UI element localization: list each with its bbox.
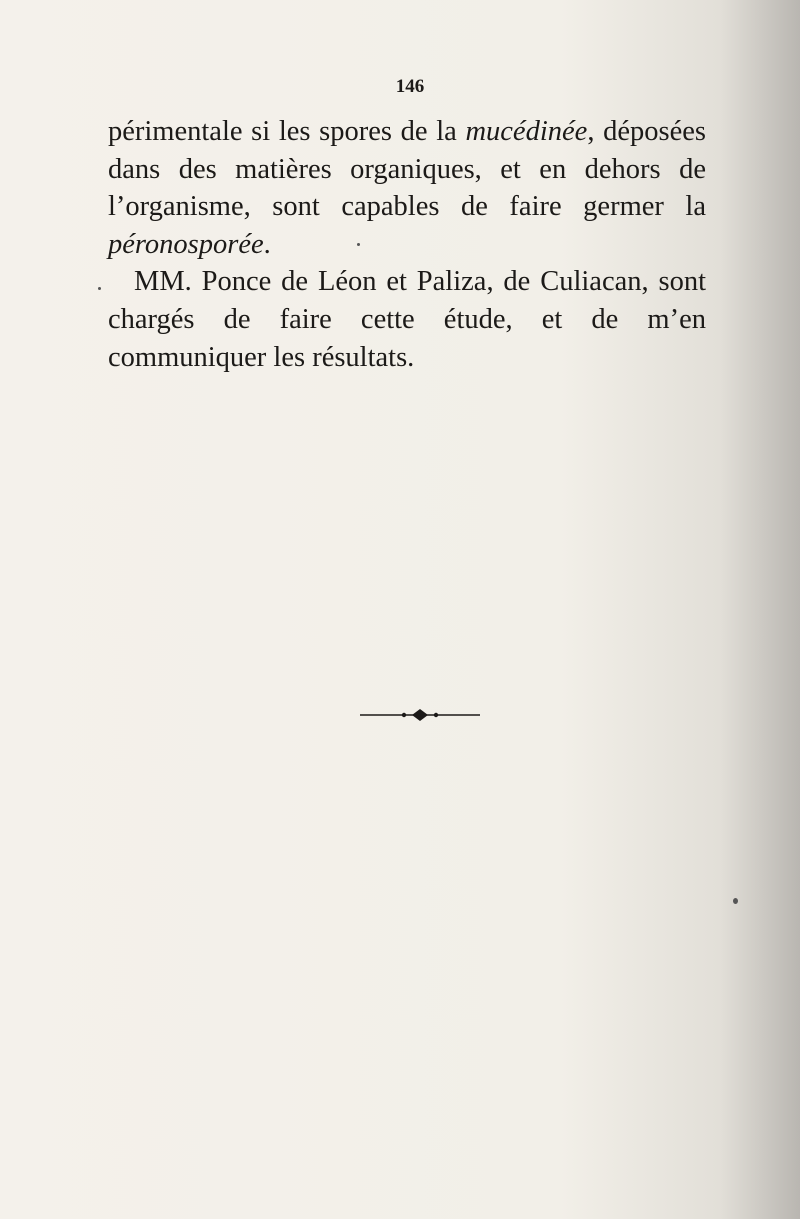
paragraph-text: MM. Ponce de Léon et Paliza, de Culiacan, sont chargés de faire cette étude, et de m’en communiquer les résultats. [108,266,706,373]
paragraph-text: périmentale si les spores de la [108,116,466,147]
paragraph [108,113,706,263]
paragraph-text: , déposées dans des matières organiques, et en dehors de l’organisme, sont capables de faire germer la [108,116,706,223]
paragraph [108,263,706,376]
paragraph-text-italic: mucédinée [465,116,588,147]
page-number: 146 [395,76,425,97]
ink-speck [357,243,360,246]
ink-speck [98,287,101,290]
ink-speck [733,898,738,904]
ornament-rule [360,705,480,725]
paragraph-text: . [263,228,271,260]
paragraph-text-italic: péronosporée [108,228,264,260]
body-text [108,113,706,376]
